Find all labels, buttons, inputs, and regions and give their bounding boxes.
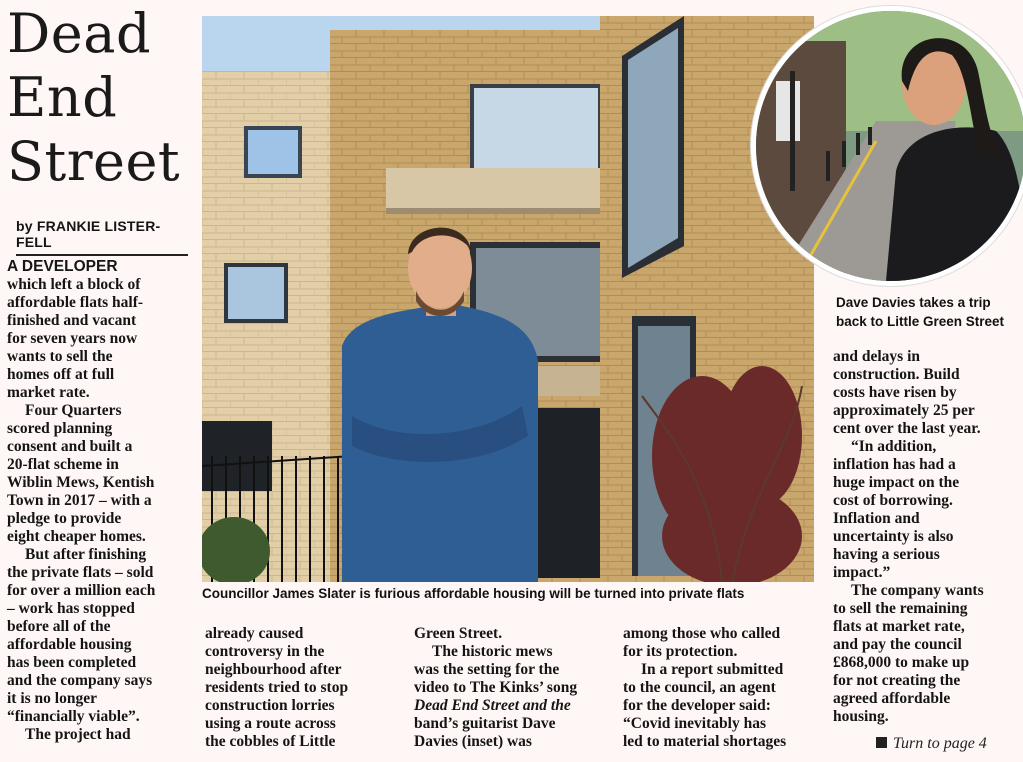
headline bbox=[7, 2, 192, 194]
turn-to-page-text: Turn to page 4 bbox=[893, 735, 987, 752]
article-column-5 bbox=[833, 348, 984, 726]
text-line: consent and built a bbox=[7, 438, 133, 455]
text-line: Inflation and bbox=[833, 510, 920, 527]
text-line: to the council, an agent bbox=[623, 679, 776, 696]
text-line: huge impact on the bbox=[833, 474, 960, 491]
text-line: 20-flat scheme in bbox=[7, 456, 119, 473]
text-line: residents tried to stop bbox=[205, 679, 349, 696]
text-line: “In addition, bbox=[851, 438, 937, 455]
text-line: among those who called bbox=[623, 625, 781, 642]
text-line: The historic mews bbox=[432, 643, 553, 660]
square-bullet-icon bbox=[876, 737, 887, 748]
text-line: housing. bbox=[833, 708, 889, 725]
text-line: Four Quarters bbox=[25, 402, 122, 419]
text-line: for seven years now bbox=[7, 330, 138, 347]
text-line: to sell the remaining bbox=[833, 600, 968, 617]
text-line: wants to sell the bbox=[7, 348, 113, 365]
text-line: – work has stopped bbox=[7, 600, 135, 617]
text-line: having a serious bbox=[833, 546, 940, 563]
text-line: for the developer said: bbox=[623, 697, 771, 714]
text-line: neighbourhood after bbox=[205, 661, 342, 678]
turn-to-page[interactable] bbox=[876, 735, 987, 753]
text-line: has been completed bbox=[7, 654, 137, 671]
headline-line: Street bbox=[7, 130, 181, 193]
text-line: was the setting for the bbox=[414, 661, 560, 678]
text-line: Davies (inset) was bbox=[414, 733, 532, 750]
text-line: Green Street. bbox=[414, 625, 503, 642]
text-line: already caused bbox=[205, 625, 304, 642]
byline: by FRANKIE LISTER-FELL bbox=[16, 218, 188, 256]
councillor-photo bbox=[202, 16, 814, 582]
text-line: for its protection. bbox=[623, 643, 738, 660]
text-line: finished and vacant bbox=[7, 312, 137, 329]
text-line: construction lorries bbox=[205, 697, 335, 714]
headline-line: End bbox=[7, 66, 118, 129]
text-line: scored planning bbox=[7, 420, 113, 437]
text-line: for over a million each bbox=[7, 582, 156, 599]
inset-caption-line: back to Little Green Street bbox=[836, 314, 1005, 329]
text-line: using a route across bbox=[205, 715, 336, 732]
headline-line: Dead bbox=[7, 2, 152, 65]
inset-caption-line: Dave Davies takes a trip bbox=[836, 295, 991, 310]
text-line: band’s guitarist Dave bbox=[414, 715, 556, 732]
text-line: The project had bbox=[25, 726, 131, 743]
text-line: for not creating the bbox=[833, 672, 961, 689]
dave-davies-photo bbox=[756, 11, 1023, 281]
text-line: But after finishing bbox=[25, 546, 147, 563]
text-line: the private flats – sold bbox=[7, 564, 154, 581]
text-line: agreed affordable bbox=[833, 690, 951, 707]
text-line: Dead End Street and the bbox=[414, 697, 571, 714]
text-line: Town in 2017 – with a bbox=[7, 492, 152, 509]
text-line: and the company says bbox=[7, 672, 153, 689]
inset-caption bbox=[836, 293, 1004, 331]
text-line: flats at market rate, bbox=[833, 618, 965, 635]
article-column-4 bbox=[623, 625, 786, 751]
text-line: £868,000 to make up bbox=[833, 654, 970, 671]
text-line: inflation has had a bbox=[833, 456, 956, 473]
inset-photo bbox=[751, 6, 1023, 286]
text-line: which left a block of bbox=[7, 276, 141, 293]
text-line: eight cheaper homes. bbox=[7, 528, 146, 545]
text-line: homes off at full bbox=[7, 366, 115, 383]
text-line: “Covid inevitably has bbox=[623, 715, 766, 732]
text-line: pledge to provide bbox=[7, 510, 122, 527]
text-line: In a report submitted bbox=[641, 661, 784, 678]
article-column-2 bbox=[205, 625, 348, 751]
text-line: and delays in bbox=[833, 348, 921, 365]
text-line: impact.” bbox=[833, 564, 891, 581]
text-line: “financially viable”. bbox=[7, 708, 140, 725]
text-line: uncertainty is also bbox=[833, 528, 954, 545]
text-line: A DEVELOPER bbox=[7, 258, 118, 275]
text-line: Wiblin Mews, Kentish bbox=[7, 474, 155, 491]
photo-caption: Councillor James Slater is furious affordable housing will be turned into private flats bbox=[202, 586, 745, 601]
text-line: it is no longer bbox=[7, 690, 97, 707]
article-column-3 bbox=[414, 625, 577, 751]
text-line: before all of the bbox=[7, 618, 111, 635]
text-line: affordable flats half- bbox=[7, 294, 144, 311]
text-line: controversy in the bbox=[205, 643, 325, 660]
text-line: and pay the council bbox=[833, 636, 962, 653]
text-line: approximately 25 per bbox=[833, 402, 975, 419]
text-line: led to material shortages bbox=[623, 733, 787, 750]
text-line: market rate. bbox=[7, 384, 90, 401]
text-line: the cobbles of Little bbox=[205, 733, 336, 750]
text-line: construction. Build bbox=[833, 366, 960, 383]
text-line: affordable housing bbox=[7, 636, 132, 653]
main-photo bbox=[202, 16, 814, 582]
text-line: video to The Kinks’ song bbox=[414, 679, 578, 696]
text-line: cost of borrowing. bbox=[833, 492, 953, 509]
article-column-1 bbox=[7, 258, 155, 744]
text-line: The company wants bbox=[851, 582, 984, 599]
text-line: cent over the last year. bbox=[833, 420, 981, 437]
text-line: costs have risen by bbox=[833, 384, 957, 401]
